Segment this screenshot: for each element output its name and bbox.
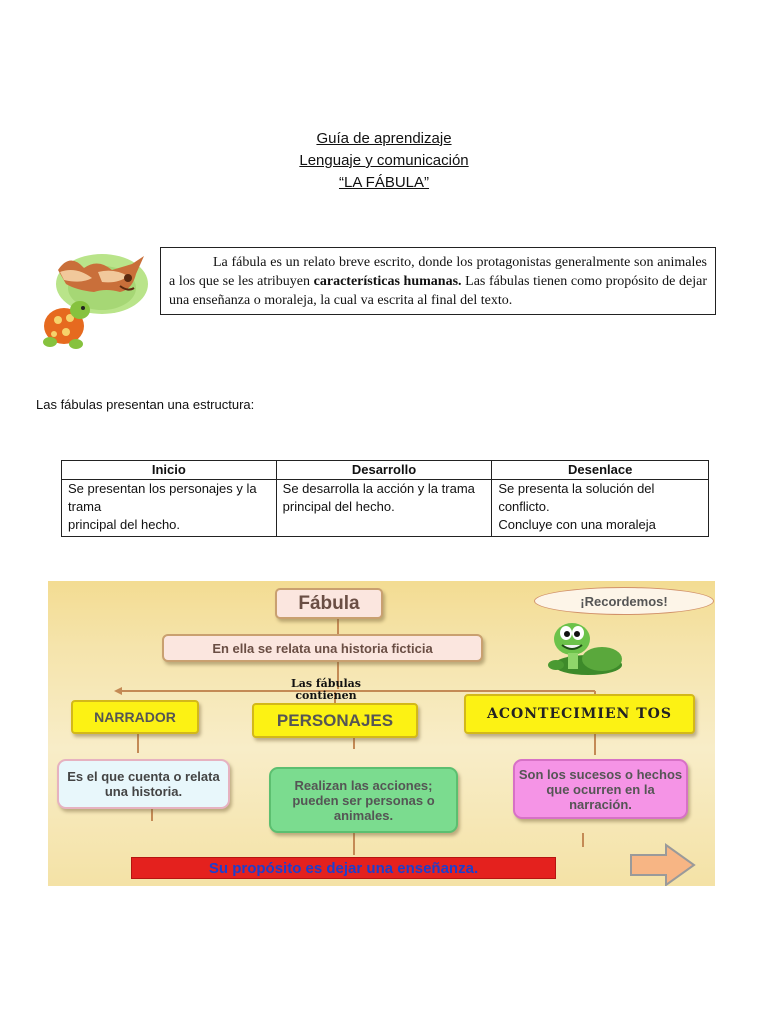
node-personajes-desc: Realizan las acciones; pueden ser personas o animales. <box>269 767 458 833</box>
title-topic: “LA FÁBULA” <box>338 174 430 191</box>
definition-text: La fábula es un relato breve escrito, donde los protagonistas generalmente son animales a los que se les atribuyen <box>169 255 707 289</box>
node-recordemos: ¡Recordemos! <box>534 587 714 615</box>
title-subject: Lenguaje y comunicación <box>299 152 469 169</box>
definition-text-end: Las fábulas tienen como propósito de dejar una enseñanza o moraleja, la cual va escrita al final del texto. <box>169 274 707 308</box>
header-inicio: Inicio <box>62 461 277 480</box>
node-personajes: PERSONAJES <box>252 703 418 738</box>
concept-map <box>48 581 715 886</box>
next-arrow-icon[interactable] <box>628 843 698 886</box>
definition-bold: características humanas. <box>313 274 462 289</box>
node-contienen: Las fábulas contienen <box>291 677 361 702</box>
structure-intro: Las fábulas presentan una estructura: <box>36 397 255 412</box>
node-fabula: Fábula <box>275 588 383 619</box>
page-header <box>0 128 768 194</box>
node-relata: En ella se relata una historia ficticia <box>162 634 483 662</box>
header-desenlace: Desenlace <box>492 461 709 480</box>
cell-desenlace: Se presenta la solución del conflicto. Concluye con una moraleja <box>492 480 709 537</box>
node-narrador: NARRADOR <box>71 700 199 734</box>
definition-box <box>160 247 716 315</box>
cell-desarrollo: Se desarrolla la acción y la trama principal del hecho. <box>276 480 492 537</box>
structure-table <box>61 460 709 537</box>
header-desarrollo: Desarrollo <box>276 461 492 480</box>
node-acontecimientos-desc: Son los sucesos o hechos que ocurren en la narración. <box>513 759 688 819</box>
turtle-illustration <box>544 615 626 677</box>
turtle-rabbit-illustration <box>36 248 150 352</box>
title-guide: Guía de aprendizaje <box>316 130 452 147</box>
cell-inicio: Se presentan los personajes y la trama principal del hecho. <box>62 480 277 537</box>
node-narrador-desc: Es el que cuenta o relata una historia. <box>57 759 230 809</box>
node-proposito: Su propósito es dejar una enseñanza. <box>131 857 556 879</box>
table-row <box>62 480 709 537</box>
table-header-row <box>62 461 709 480</box>
node-acontecimientos: ACONTECIMIEN TOS <box>464 694 695 734</box>
